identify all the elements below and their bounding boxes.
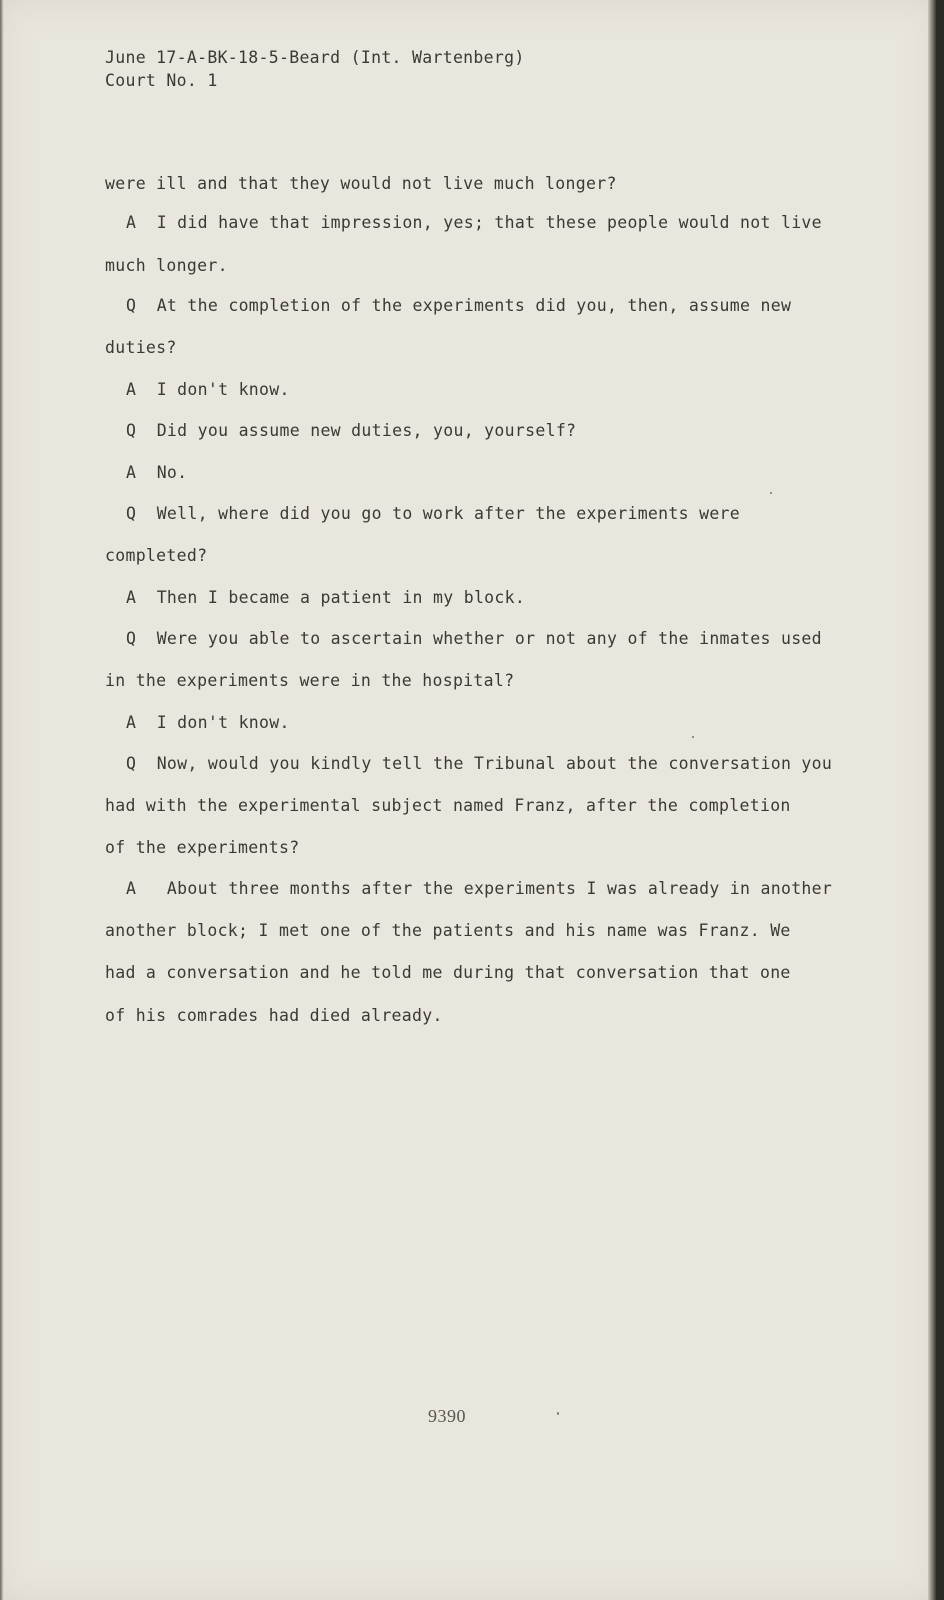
transcript-line: another block; I met one of the patients and his name was Franz. We [105, 921, 791, 940]
header-court-line: Court No. 1 [105, 71, 218, 90]
paper-speck [692, 736, 694, 738]
answer-line: A No. [126, 463, 188, 482]
question-line: Q Were you able to ascertain whether or not any of the inmates used [126, 629, 822, 648]
question-line: Q Well, where did you go to work after the experiments were [126, 504, 741, 523]
transcript-line: had a conversation and he told me during that conversation that one [105, 963, 791, 982]
page-right-edge [928, 0, 936, 1600]
answer-line: A I don't know. [126, 380, 290, 399]
answer-line: A I did have that impression, yes; that these people would not live [126, 213, 822, 232]
answer-line: A About three months after the experiments I was already in another [126, 879, 833, 898]
paper-speck [770, 492, 772, 494]
transcript-line: completed? [105, 546, 208, 565]
page-number: 9390 [428, 1406, 466, 1426]
transcript-line: of his comrades had died already. [105, 1006, 443, 1025]
page-left-edge [0, 0, 4, 1600]
answer-line: A Then I became a patient in my block. [126, 588, 526, 607]
transcript-line: much longer. [105, 256, 228, 275]
transcript-line: duties? [105, 338, 177, 357]
transcript-line: of the experiments? [105, 838, 300, 857]
question-line: Q At the completion of the experiments did you, then, assume new [126, 296, 792, 315]
header-docket-line: June 17-A-BK-18-5-Beard (Int. Wartenberg) [105, 48, 525, 67]
transcript-line: had with the experimental subject named Franz, after the completion [105, 796, 791, 815]
transcript-line: in the experiments were in the hospital? [105, 671, 515, 690]
paper-speck [557, 1412, 559, 1415]
transcript-line: were ill and that they would not live much longer? [105, 174, 617, 193]
answer-line: A I don't know. [126, 713, 290, 732]
question-line: Q Now, would you kindly tell the Tribunal about the conversation you [126, 754, 833, 773]
question-line: Q Did you assume new duties, you, yourself? [126, 421, 577, 440]
